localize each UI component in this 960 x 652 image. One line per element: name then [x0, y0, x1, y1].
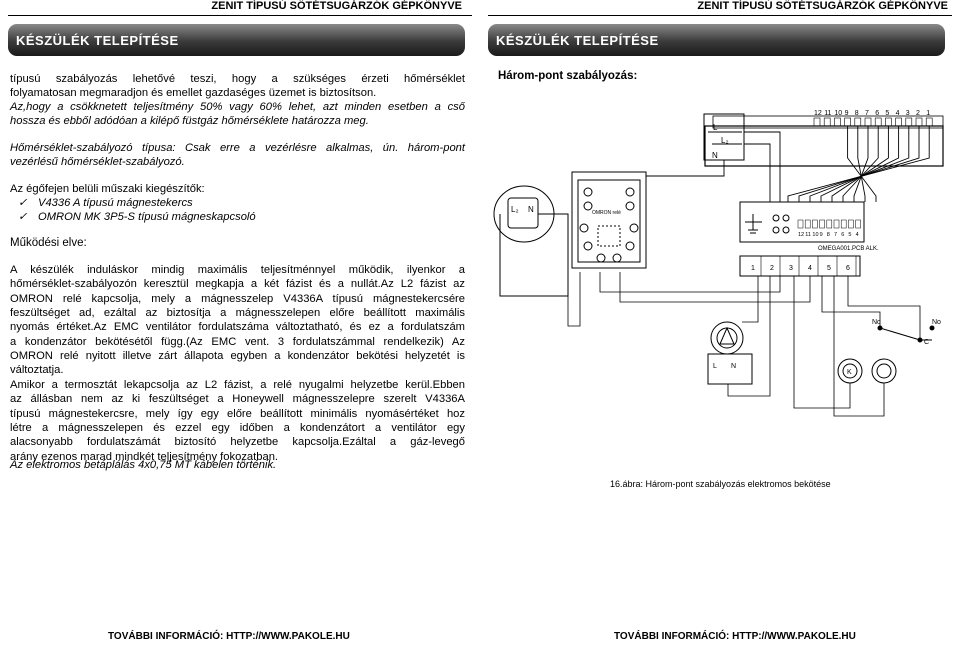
accessory-item: ✓ V4336 A típusú mágnestekercs [18, 197, 193, 209]
wire [810, 126, 909, 202]
text-line: A készülék induláskor mindig maximális teljesítménnyel működik, ilyenkor a [10, 264, 465, 276]
pcb-terminal-number: 11 [805, 232, 811, 238]
pcb-terminal-number: 12 [798, 232, 805, 238]
bottom-terminal-number: 1 [751, 265, 755, 272]
pcb-terminal [820, 220, 825, 228]
text-line: folyamatosan megmaradjon és emellet gazdaséges üzemet is biztosítson. [10, 87, 377, 99]
therm-label: N [712, 151, 718, 160]
page-header: ZENIT TÍPUSÚ SÖTÉTSUGÁRZÓK GÉPKÖNYVE [697, 0, 948, 12]
gas-valve-plug [494, 186, 568, 296]
terminal-number: 4 [895, 110, 900, 117]
relay-label: OMRON relé [592, 210, 621, 216]
text-line: a kondenzátor bekötésétől függ.(Az EMC vent. 3 fordulatszámmal rendelkezik) Az [10, 335, 465, 348]
text-line: Az,hogy a csökknetett teljesítmény 50% vagy 60% lehet, azt minden esetben a cső [10, 101, 465, 113]
omron-relay [572, 172, 646, 268]
text-line: OMRON relé nyitott illetve zárt állapota egyben a kondenzátor bekötési helyzetét is [10, 350, 465, 363]
pcb-terminal-number: 10 [812, 232, 819, 238]
pcb-terminal-number: 9 [819, 232, 823, 238]
pcb-terminal-block [740, 202, 879, 252]
sensor [872, 359, 896, 383]
wire [858, 126, 865, 202]
section-banner: KÉSZÜLÉK TELEPÍTÉSE [488, 24, 945, 56]
diagram-title: Három-pont szabályozás: [498, 70, 638, 82]
bottom-terminal-number: 3 [789, 265, 793, 272]
bottom-terminal-strip [740, 256, 860, 276]
text-line: típusú szabályozás lehetővé teszi, hogy a szükséges érzeti hőmérséklet [10, 73, 465, 85]
pcb-label: OMEGA001.PCB ALK. [818, 246, 879, 252]
text-line: alacsonyabb fordulatszámát biztosító helyzetbe kapcsolja.Ezáltal a gáz-levegő [10, 436, 465, 449]
text-line: nyomás értéket.Az EMC ventilátor fordulatszáma változtatható, és ez a fordulatszám [10, 321, 465, 334]
pcb-terminal [848, 220, 853, 228]
bottom-terminal-number: 6 [846, 265, 850, 272]
terminal-number: 10 [834, 110, 843, 117]
text-line: arány ezenos marad mindkét teljesítmény fokozatban. [10, 450, 279, 463]
therm-label: L [713, 123, 718, 132]
wire [848, 126, 876, 202]
figure-caption: 16.ábra: Három-pont szabályozás elektromos bekötése [610, 479, 831, 489]
terminal-screw [916, 118, 922, 126]
accessories-intro: Az égőfejen belüli műszaki kiegészítők: [10, 183, 205, 195]
terminal-screw [845, 118, 851, 126]
terminal-number: 8 [854, 110, 859, 117]
terminal-screw [824, 118, 830, 126]
terminal-number: 9 [844, 110, 849, 117]
bottom-terminal-number: 2 [770, 265, 774, 272]
pcb-terminal-number: 8 [826, 232, 830, 238]
pcb-terminal [812, 220, 817, 228]
capacitor-switch [872, 319, 941, 346]
section-title: Működési elve: [10, 237, 87, 249]
terminal-number: 11 [824, 110, 832, 117]
section-banner: KÉSZÜLÉK TELEPÍTÉSE [8, 24, 465, 56]
bottom-terminal-number: 4 [808, 265, 812, 272]
plug-label: L₂ [511, 205, 519, 214]
terminal-screw [814, 118, 820, 126]
terminal-number: 5 [885, 110, 890, 117]
terminal-number: 3 [905, 110, 910, 117]
text-line: Az elektromos betáplálás 4x0,75 MT kábelen történik. [10, 459, 277, 471]
pcb-terminal [805, 220, 810, 228]
pcb-terminal-number: 4 [855, 232, 859, 238]
text-line: létre a mágnesszelepen és ezzel egy időben a kondenzátort a ventilátor egy [10, 421, 465, 434]
wire [843, 126, 878, 202]
pcb-terminal-number: 5 [848, 232, 852, 238]
wire [854, 126, 868, 202]
terminal-screw [926, 118, 932, 126]
fan-motor [708, 322, 752, 384]
text-line: hőmérséklet-szabályozón keresztül megkapja a két fázist és a nullát.Az L2 fázist az [10, 278, 465, 291]
text-line: Amikor a termosztát lekapcsolja az L2 fázist, a relé nyugalmi helyzetbe kerül.Ebben [10, 378, 465, 391]
motor-label: L [713, 363, 717, 370]
header-rule [8, 15, 472, 16]
text-line: vezérlésű hőmérséklet-szabályozó. [10, 156, 185, 168]
terminal-screw [906, 118, 912, 126]
text-line: feszültséget ad, ezáltal az biztosítja a mágnesszelepen előre beállított maximális [10, 307, 465, 320]
paragraph-1 [10, 72, 465, 86]
wire [821, 126, 899, 202]
pcb-terminal-number: 7 [834, 232, 838, 238]
header-rule [488, 15, 952, 16]
wire [744, 132, 780, 202]
accessory-label: V4336 A típusú mágnestekercs [38, 197, 193, 209]
wiring-diagram [480, 96, 950, 476]
thermostat-terminal-block [705, 110, 943, 166]
page-footer: TOVÁBBI INFORMÁCIÓ: HTTP://WWW.PAKOLE.HU [614, 631, 856, 642]
text-line: típusú mágnestekercsre, mely így egy előre beállított minimális nyomásértéket hoz [10, 407, 465, 420]
terminal-screw [885, 118, 891, 126]
therm-label: L₂ [721, 136, 729, 145]
switch-label: C [924, 339, 930, 346]
pcb-terminal [798, 220, 803, 228]
text-line: Hőmérséklet-szabályozó típusa: Csak erre a vezérlésre alkalmas, ún. három-pont [10, 142, 465, 154]
wire [744, 144, 770, 202]
right-page [480, 0, 960, 652]
thermostat-connector [704, 114, 744, 160]
pcb-terminal [841, 220, 846, 228]
terminal-number: 1 [926, 110, 931, 117]
terminal-screw [855, 118, 861, 126]
text-line: változtatja. [10, 364, 64, 377]
text-line: OMRON relé kapcsolja, mely a mágnesszelep V4336A típusú mágnestekercsére [10, 292, 465, 305]
pcb-terminal [856, 220, 861, 228]
accessory-label: OMRON MK 3P5-S típusú mágneskapcsoló [38, 211, 256, 223]
pcb-terminal-number: 6 [841, 232, 845, 238]
switch-label: Nc [872, 319, 881, 326]
plug-label: N [528, 205, 534, 214]
terminal-number: 6 [875, 110, 880, 117]
terminal-screw [875, 118, 881, 126]
terminal-screw [834, 118, 840, 126]
terminal-screw [865, 118, 871, 126]
switch-label: No [932, 319, 941, 326]
sensor-k [838, 359, 862, 383]
terminal-screw [896, 118, 902, 126]
wire [646, 160, 724, 176]
terminal-number: 12 [814, 110, 822, 117]
text-line: hossza és ebből adódóan a kilépő füstgáz hőmérséklete határozza meg. [10, 115, 369, 127]
accessory-item: ✓ OMRON MK 3P5-S típusú mágneskapcsoló [18, 211, 256, 223]
pcb-terminal [827, 220, 832, 228]
bottom-terminal-number: 5 [827, 265, 831, 272]
terminal-number: 2 [916, 110, 920, 117]
page-footer: TOVÁBBI INFORMÁCIÓ: HTTP://WWW.PAKOLE.HU [108, 631, 350, 642]
wire [832, 126, 888, 202]
text-line: az állásban nem az ki feszültséget a Honeywell mágnesszelepre szerelt V4336A [10, 393, 465, 406]
page-header: ZENIT TÍPUSÚ SÖTÉTSUGÁRZÓK GÉPKÖNYVE [211, 0, 462, 12]
sensor-label: K [847, 369, 852, 376]
terminal-number: 7 [865, 110, 869, 117]
pcb-terminal [834, 220, 839, 228]
motor-label: N [731, 363, 737, 370]
